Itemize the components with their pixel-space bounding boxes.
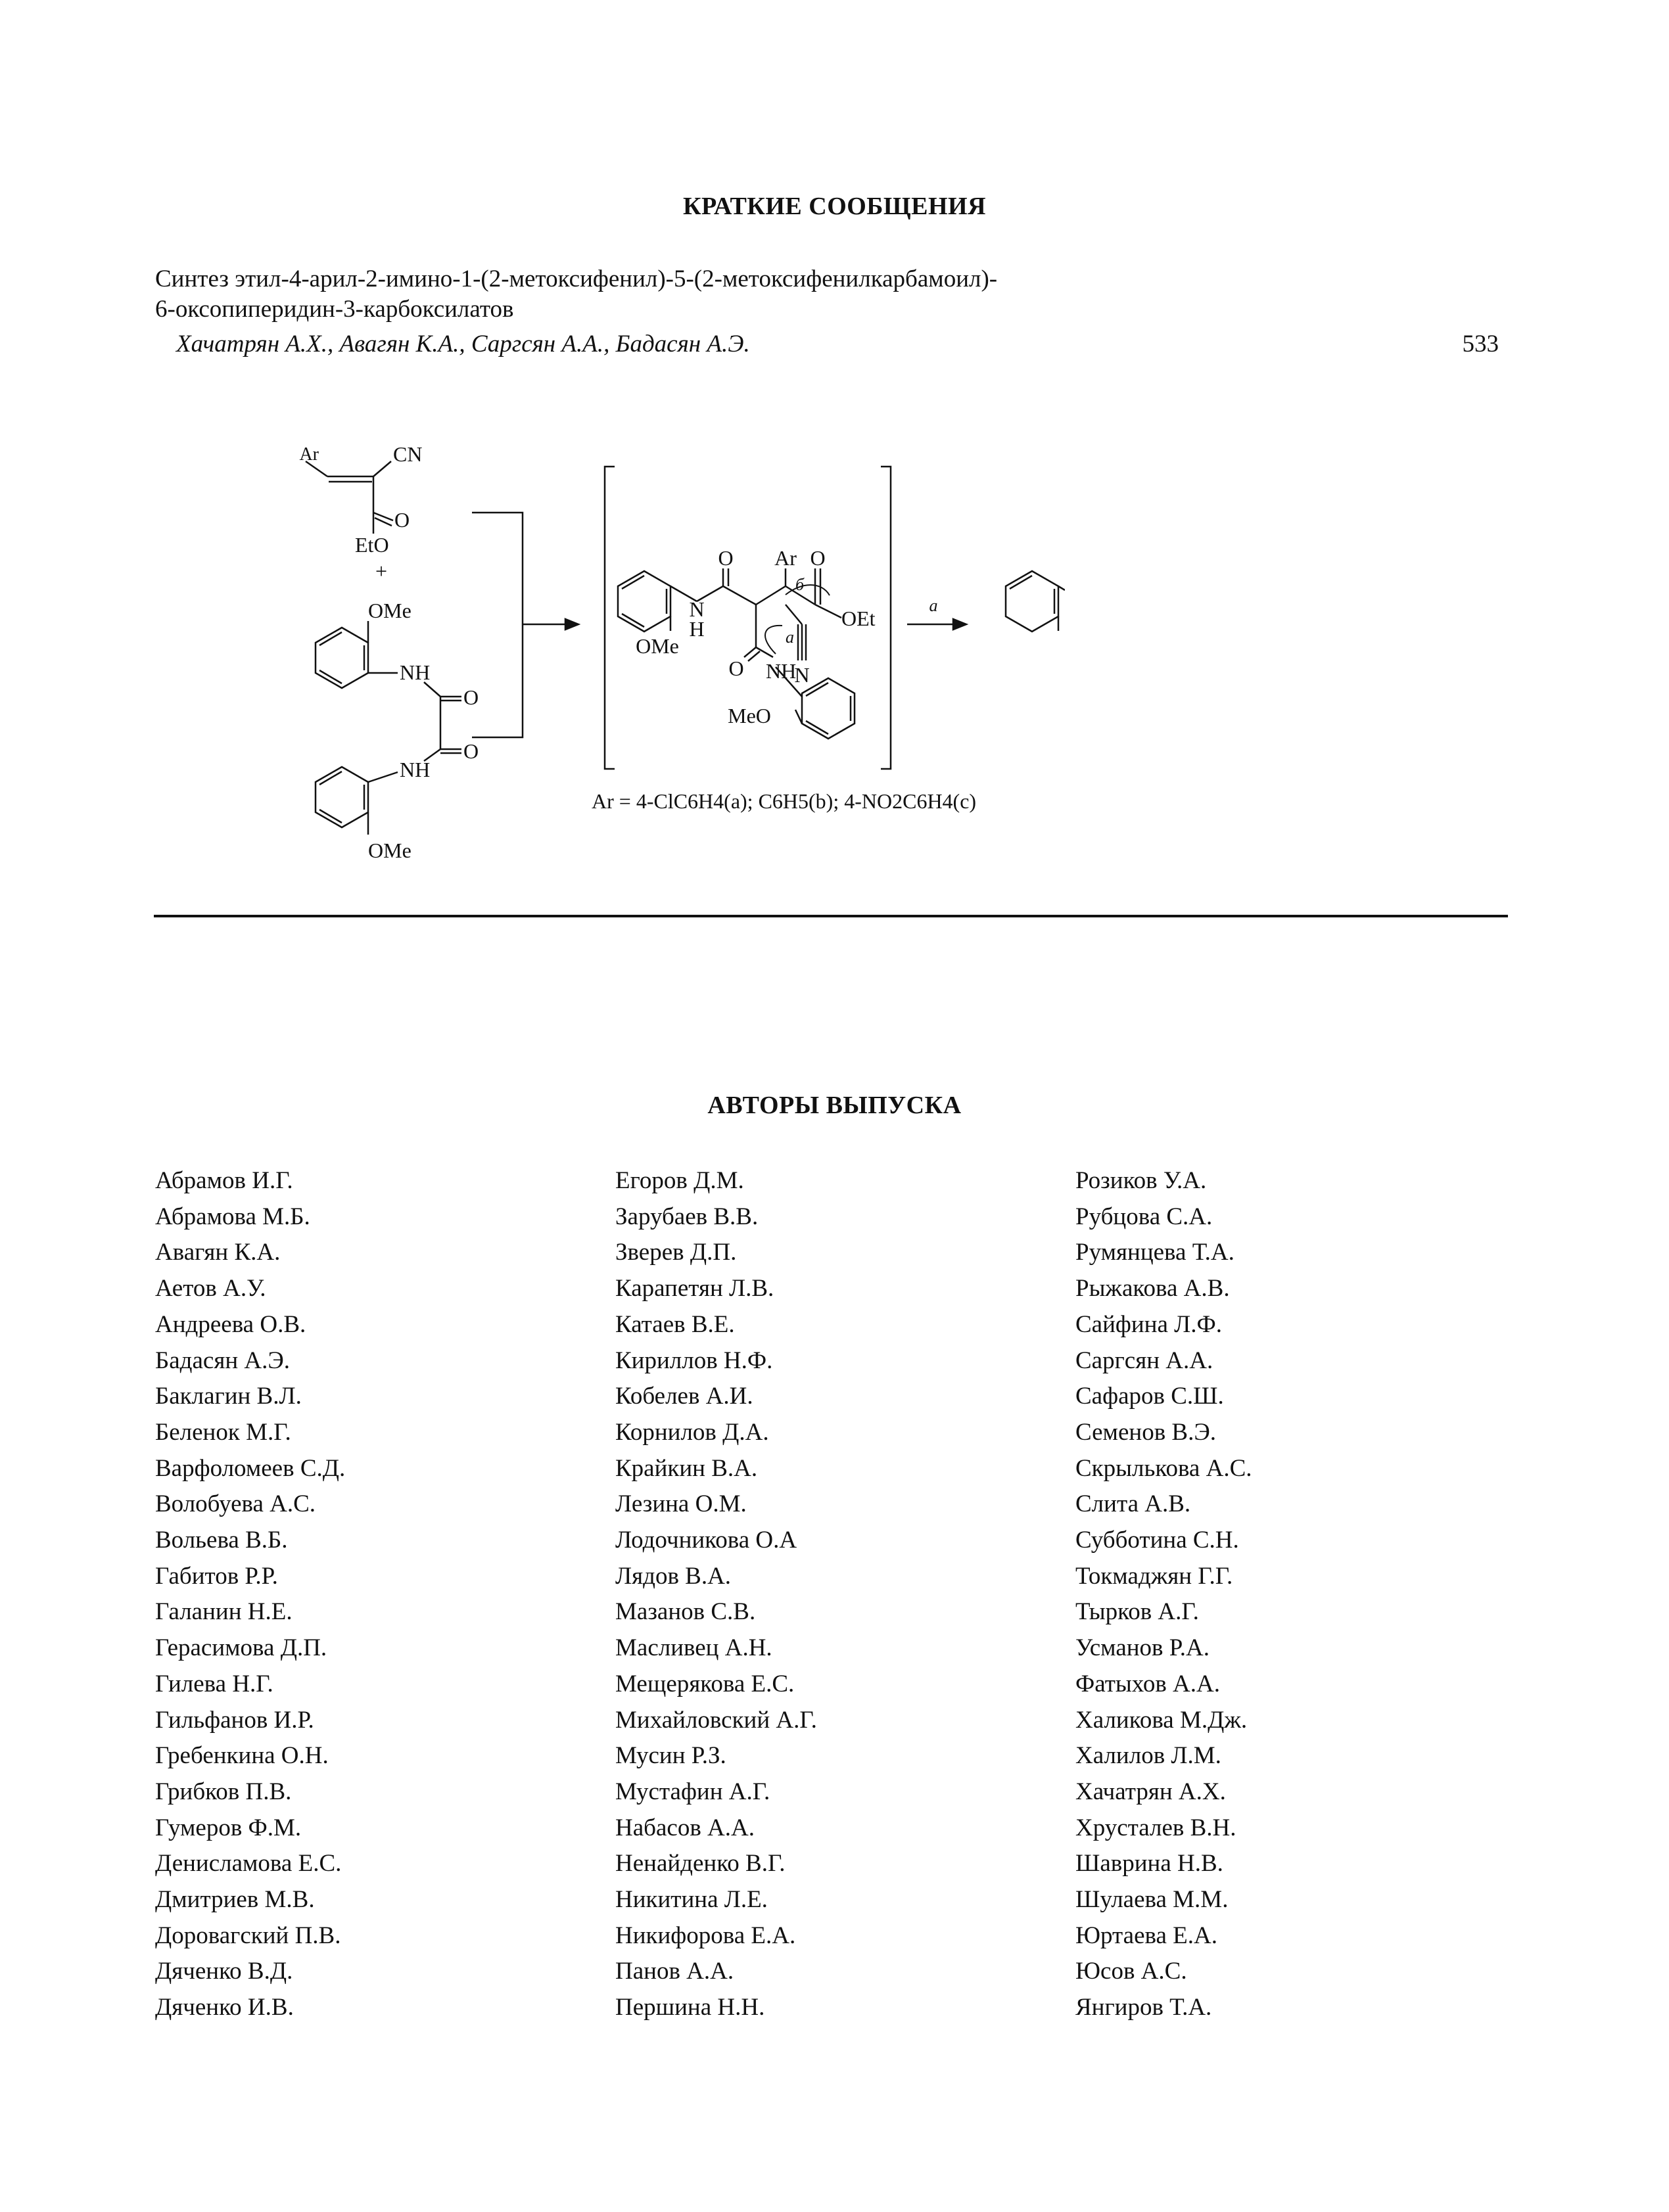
author-name: Лезина О.М. <box>615 1490 747 1518</box>
author-name: Катаев В.Е. <box>615 1310 735 1338</box>
author-name: Денисламова Е.С. <box>155 1850 342 1878</box>
ar-label-2: Ar <box>774 546 797 570</box>
n-label-amide-1: N <box>689 597 705 621</box>
author-name: Слита А.В. <box>1075 1490 1191 1518</box>
intermediate-bracket-right <box>881 467 891 769</box>
author-name: Корнилов Д.А. <box>615 1418 769 1446</box>
author-name: Абрамов И.Г. <box>155 1167 293 1194</box>
author-name: Мусин Р.З. <box>615 1742 726 1770</box>
author-name: Михайловский А.Г. <box>615 1706 817 1734</box>
author-name: Авагян К.А. <box>155 1239 281 1266</box>
authors-column-2 <box>615 1163 817 2026</box>
author-name: Румянцева Т.А. <box>1075 1239 1234 1266</box>
author-name: Дмитриев М.В. <box>155 1886 315 1914</box>
author-name: Дяченко В.Д. <box>155 1958 293 1985</box>
authors-column-1 <box>155 1163 345 2026</box>
author-name: Бадасян А.Э. <box>155 1347 291 1374</box>
arrow-1-head <box>565 619 578 630</box>
ome-label-2: OMe <box>368 839 411 862</box>
reactant-bracket <box>472 513 523 737</box>
author-name: Крайкин В.А. <box>615 1454 758 1482</box>
section-divider <box>154 915 1508 917</box>
arrow-2-head <box>953 619 966 630</box>
author-name: Зверев Д.П. <box>615 1239 737 1266</box>
author-name: Варфоломеев С.Д. <box>155 1454 346 1482</box>
author-name: Лодочникова О.А <box>615 1527 797 1554</box>
n-label-nitrile: N <box>794 663 810 687</box>
author-name: Янгиров Т.А. <box>1075 1994 1212 2021</box>
author-name: Розиков У.А. <box>1075 1167 1207 1194</box>
mechanism-label-b: б <box>795 575 805 594</box>
author-name: Беленок М.Г. <box>155 1418 291 1446</box>
author-name: Набасов А.А. <box>615 1814 755 1841</box>
ome-label-3: OMe <box>636 634 679 658</box>
eto-label: EtO <box>355 533 389 557</box>
author-name: Семенов В.Э. <box>1075 1418 1217 1446</box>
o-label-4: O <box>718 546 734 570</box>
author-name: Тырков А.Г. <box>1075 1598 1199 1626</box>
author-name: Кобелев А.И. <box>615 1383 753 1410</box>
o-label-5: O <box>810 546 826 570</box>
author-name: Масливец А.Н. <box>615 1634 772 1662</box>
author-name: Панов А.А. <box>615 1958 734 1985</box>
author-name: Юртаева Е.А. <box>1075 1922 1217 1949</box>
author-name: Егоров Д.М. <box>615 1167 744 1194</box>
author-name: Гилева Н.Г. <box>155 1670 273 1697</box>
author-name: Сайфина Л.Ф. <box>1075 1310 1222 1338</box>
author-name: Гумеров Ф.М. <box>155 1814 302 1841</box>
author-name: Саргсян А.А. <box>1075 1347 1213 1374</box>
author-name: Ненайденко В.Г. <box>615 1850 786 1878</box>
o-label-3: O <box>463 739 479 763</box>
o-label-6: O <box>728 657 744 680</box>
author-name: Мещерякова Е.С. <box>615 1670 795 1697</box>
author-name: Кириллов Н.Ф. <box>615 1347 773 1374</box>
author-name: Габитов Р.Р. <box>155 1562 278 1590</box>
author-name: Скрылькова А.С. <box>1075 1454 1252 1482</box>
author-name: Андреева О.В. <box>155 1310 306 1338</box>
article-title-line1: Синтез этил-4-арил-2-имино-1-(2-метоксифенил)-5-(2-метоксифенилкарбамоил)- <box>155 265 998 292</box>
ar-definition: Ar = 4-ClC6H4(a); C6H5(b); 4-NO2C6H4(c) <box>592 789 977 813</box>
author-name: Мустафин А.Г. <box>615 1778 770 1805</box>
author-name: Доровагский П.В. <box>155 1922 341 1949</box>
author-name: Дяченко И.В. <box>155 1994 294 2021</box>
author-name: Вольева В.Б. <box>155 1527 288 1554</box>
author-name: Халикова М.Дж. <box>1075 1706 1248 1734</box>
author-name: Субботина С.Н. <box>1075 1527 1239 1554</box>
author-name: Хрусталев В.Н. <box>1075 1814 1236 1841</box>
author-name: Сафаров С.Ш. <box>1075 1383 1224 1410</box>
author-name: Герасимова Д.П. <box>155 1634 327 1662</box>
nh-label-3: NH <box>766 659 797 683</box>
author-name: Грибков П.В. <box>155 1778 292 1805</box>
author-name: Карапетян Л.В. <box>615 1275 774 1302</box>
author-name: Юсов А.С. <box>1075 1958 1187 1985</box>
author-name: Абрамова М.Б. <box>155 1203 310 1230</box>
h-label-1: H <box>689 617 705 641</box>
arrow-2-label: а <box>929 596 938 615</box>
author-name: Лядов В.А. <box>615 1562 732 1590</box>
author-name: Рыжакова А.В. <box>1075 1275 1230 1302</box>
author-name: Гребенкина О.Н. <box>155 1742 329 1770</box>
article-authors: Хачатрян А.Х., Авагян К.А., Саргсян А.А., Бадасян А.Э. <box>176 331 750 357</box>
reactant-malonanilide <box>316 621 461 835</box>
section-title-issue-authors: АВТОРЫ ВЫПУСКА <box>707 1092 962 1119</box>
author-name: Шаврина Н.В. <box>1075 1850 1223 1878</box>
author-name: Рубцова С.А. <box>1075 1203 1213 1230</box>
meo-label-1: MeO <box>728 704 771 727</box>
author-name: Гильфанов И.Р. <box>155 1706 314 1734</box>
reaction-scheme <box>276 434 1065 881</box>
author-name: Шулаева М.М. <box>1075 1886 1229 1914</box>
author-name: Никитина Л.Е. <box>615 1886 768 1914</box>
author-name: Зарубаев В.В. <box>615 1203 759 1230</box>
article-title-line2: 6-оксопиперидин-3-карбоксилатов <box>155 296 514 323</box>
o-label-1: O <box>394 508 410 532</box>
author-name: Никифорова Е.А. <box>615 1922 796 1949</box>
author-name: Волобуева А.С. <box>155 1490 316 1518</box>
author-name: Баклагин В.Л. <box>155 1383 302 1410</box>
oet-label-1: OEt <box>841 607 876 630</box>
author-name: Мазанов С.В. <box>615 1598 756 1626</box>
ar-label-1: Ar <box>299 444 319 465</box>
product-structure <box>1006 571 1065 632</box>
author-name: Халилов Л.М. <box>1075 1742 1221 1770</box>
article-page-number[interactable]: 533 <box>1462 331 1499 357</box>
plus-sign: + <box>375 559 388 583</box>
ome-label-1: OMe <box>368 599 411 622</box>
author-name: Галанин Н.Е. <box>155 1598 293 1626</box>
author-name: Усманов Р.А. <box>1075 1634 1210 1662</box>
nh-label-1: NH <box>400 660 431 684</box>
article-title[interactable] <box>155 264 1404 325</box>
reactant-arylidene-cyanoacetate <box>306 461 393 534</box>
intermediate-bracket-left <box>605 467 615 769</box>
mechanism-label-a: а <box>786 628 794 647</box>
cn-label: CN <box>393 442 423 466</box>
nh-label-2: NH <box>400 758 431 781</box>
o-label-2: O <box>463 685 479 709</box>
author-name: Токмаджян Г.Г. <box>1075 1562 1233 1590</box>
author-name: Хачатрян А.Х. <box>1075 1778 1226 1805</box>
author-name: Фатыхов А.А. <box>1075 1670 1220 1697</box>
authors-column-3 <box>1075 1163 1252 2026</box>
author-name: Аетов А.У. <box>155 1275 266 1302</box>
author-name: Першина Н.Н. <box>615 1994 765 2021</box>
section-title-short-reports: КРАТКИЕ СООБЩЕНИЯ <box>682 193 987 220</box>
